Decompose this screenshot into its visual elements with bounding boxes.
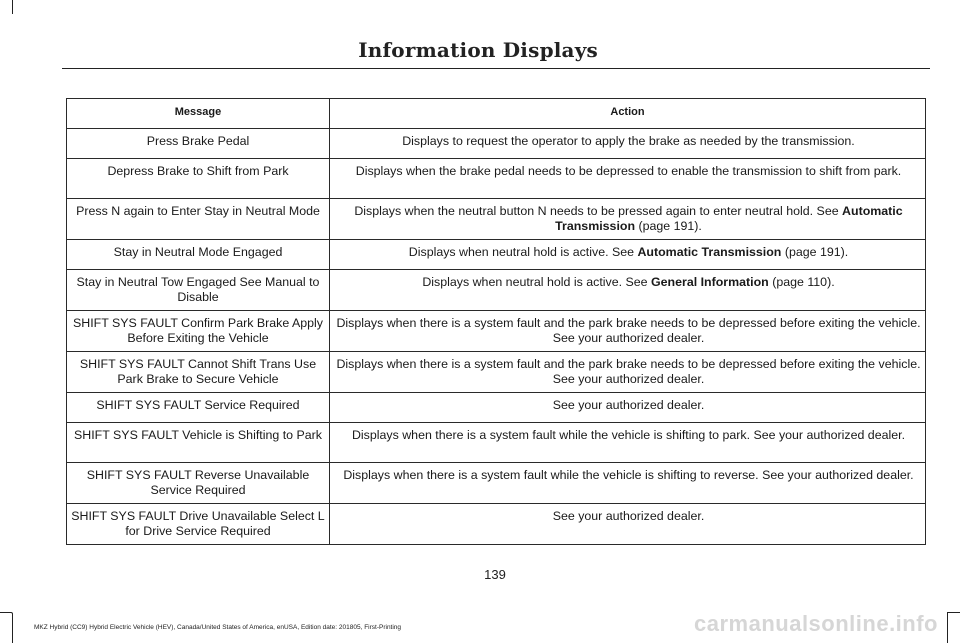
table-row [67, 504, 926, 545]
message-cell: Press N again to Enter Stay in Neutral Mode [67, 199, 330, 240]
page-reference: (page 191). [781, 245, 849, 259]
message-cell: Press Brake Pedal [67, 129, 330, 159]
crop-mark-bottom-right [947, 612, 960, 643]
table-row [67, 393, 926, 423]
table-row [67, 270, 926, 311]
table-row [67, 423, 926, 463]
crop-mark-bottom-left [0, 612, 13, 643]
action-cell [330, 240, 926, 270]
action-text: Displays to request the operator to apply the brake as needed by the transmission. [402, 134, 855, 148]
page-reference: (page 110). [768, 275, 835, 289]
action-text: Displays when neutral hold is active. See [408, 245, 638, 259]
message-action-table [66, 98, 926, 545]
table-row [67, 352, 926, 393]
page-reference: (page 191). [635, 219, 702, 233]
message-cell: SHIFT SYS FAULT Service Required [67, 393, 330, 423]
message-cell: Depress Brake to Shift from Park [67, 159, 330, 199]
table-row [67, 129, 926, 159]
action-text: Displays when the neutral button N needs to be pressed again to enter neutral hold. See [354, 204, 843, 218]
action-cell [330, 311, 926, 352]
action-text: Displays when there is a system fault while the vehicle is shifting to reverse. See your authorized dealer. [343, 468, 914, 482]
action-text: Displays when there is a system fault and the park brake needs to be depressed before exiting the vehicle. See your authorized dealer. [336, 357, 921, 386]
message-cell: SHIFT SYS FAULT Confirm Park Brake Apply Before Exiting the Vehicle [67, 311, 330, 352]
action-text: Displays when there is a system fault and the park brake needs to be depressed before exiting the vehicle. See your authorized dealer. [336, 316, 921, 345]
crop-mark-top-left [0, 0, 13, 14]
cross-reference[interactable]: General Information [651, 275, 769, 289]
column-header-action: Action [330, 99, 926, 129]
action-cell [330, 129, 926, 159]
table-row [67, 311, 926, 352]
watermark-logo: carmanualsonline.info [694, 611, 938, 636]
action-cell [330, 352, 926, 393]
message-cell: SHIFT SYS FAULT Cannot Shift Trans Use Park Brake to Secure Vehicle [67, 352, 330, 393]
message-cell: Stay in Neutral Mode Engaged [67, 240, 330, 270]
table-header-row [67, 99, 926, 129]
table-row [67, 240, 926, 270]
column-header-message: Message [67, 99, 330, 129]
action-text: See your authorized dealer. [552, 398, 705, 412]
cross-reference[interactable]: Automatic Transmission [555, 204, 903, 233]
action-text: Displays when there is a system fault while the vehicle is shifting to park. See your authorized dealer. [351, 428, 906, 442]
action-cell [330, 199, 926, 240]
action-cell [330, 463, 926, 504]
page-title: Information Displays [358, 38, 598, 62]
table-row [67, 159, 926, 199]
message-cell: Stay in Neutral Tow Engaged See Manual to Disable [67, 270, 330, 311]
cross-reference[interactable]: Automatic Transmission [637, 245, 782, 259]
action-text: Displays when neutral hold is active. See [422, 275, 652, 289]
header-divider [62, 68, 930, 69]
action-cell [330, 423, 926, 463]
action-text: Displays when the brake pedal needs to be depressed to enable the transmission to shift from park. [355, 164, 902, 178]
footer-edition-text: MKZ Hybrid (CC9) Hybrid Electric Vehicle (HEV), Canada/United States of America, enUSA, Edition date: 201805, First-Printing [34, 624, 402, 631]
action-cell [330, 504, 926, 545]
message-cell: SHIFT SYS FAULT Vehicle is Shifting to Park [67, 423, 330, 463]
page-number: 139 [484, 567, 506, 582]
action-cell [330, 270, 926, 311]
action-text: See your authorized dealer. [552, 509, 705, 523]
table-row [67, 463, 926, 504]
action-cell [330, 159, 926, 199]
action-cell [330, 393, 926, 423]
message-cell: SHIFT SYS FAULT Drive Unavailable Select L for Drive Service Required [67, 504, 330, 545]
table-row [67, 199, 926, 240]
message-cell: SHIFT SYS FAULT Reverse Unavailable Service Required [67, 463, 330, 504]
